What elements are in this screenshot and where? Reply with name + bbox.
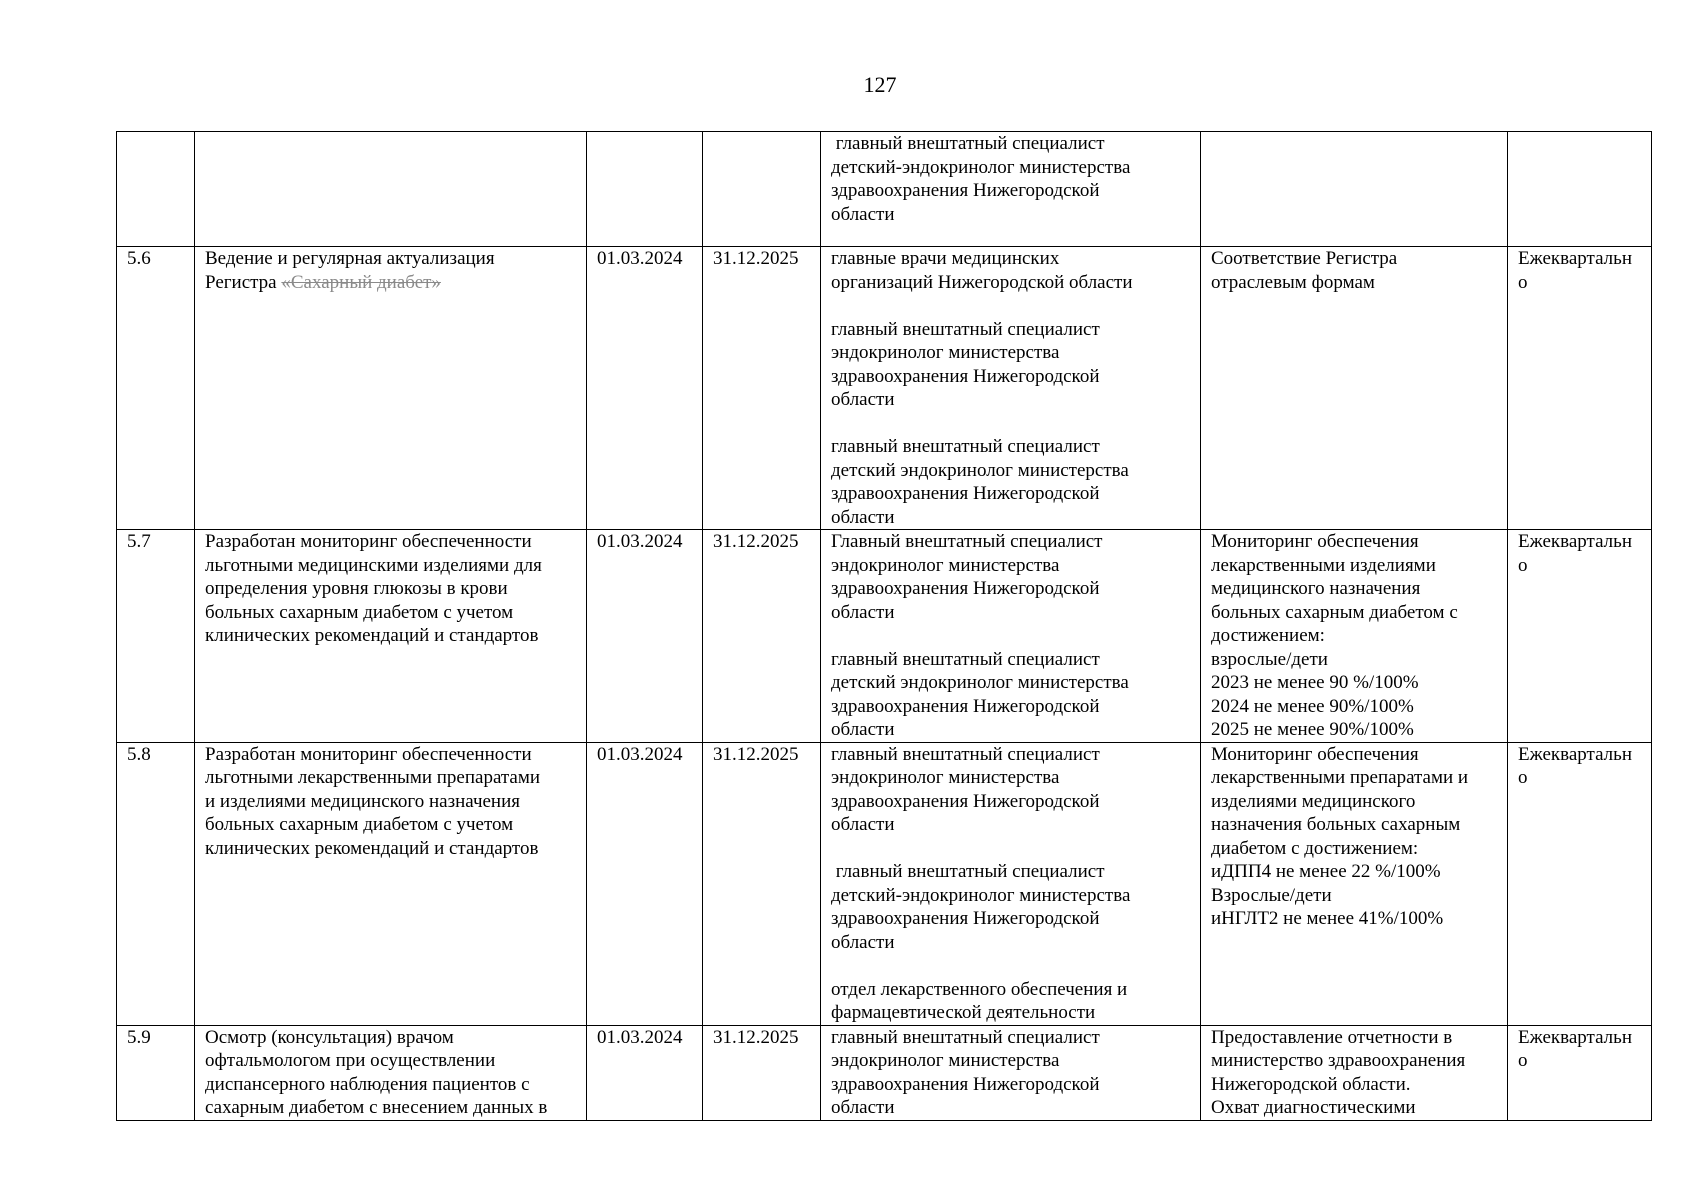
responsible-line: области	[831, 814, 895, 835]
result-line: Мониторинг обеспечения	[1211, 531, 1419, 552]
table-row	[117, 1025, 1652, 1120]
plan-table	[116, 131, 1652, 1121]
start-date: 01.03.2024	[597, 531, 683, 552]
result-line: изделиями медицинского	[1211, 790, 1416, 812]
paragraph-gap	[831, 954, 1191, 978]
result-line: Соответствие Регистра	[1211, 248, 1398, 269]
responsible-line: эндокринолог министерства	[831, 342, 1060, 363]
result-line: отраслевым формам	[1211, 271, 1375, 293]
responsible-line: здравоохранения Нижегородской	[831, 908, 1100, 929]
activity-line: Разработан мониторинг обеспеченности	[205, 743, 532, 765]
activity-line: и изделиями медицинского назначения	[205, 790, 521, 812]
row-number-cell	[117, 247, 195, 530]
activity-line: определения уровня глюкозы в крови	[205, 578, 508, 599]
activity-cell	[195, 247, 587, 530]
result-line: диабетом с достижением:	[1211, 837, 1419, 859]
activity-cell	[195, 132, 587, 247]
end-date-cell	[703, 742, 821, 1025]
responsible-line: эндокринолог министерства	[831, 767, 1060, 788]
result-cell	[1201, 1025, 1508, 1120]
start-date-cell	[587, 132, 703, 247]
period-line: о	[1518, 1050, 1528, 1071]
end-date: 31.12.2025	[713, 743, 799, 765]
end-date-cell	[703, 530, 821, 743]
result-line: Охват диагностическими	[1211, 1097, 1416, 1118]
period-cell	[1508, 742, 1652, 1025]
activity-cell	[195, 742, 587, 1025]
responsible-line: области	[831, 719, 895, 740]
result-line: взрослые/дети	[1211, 648, 1328, 670]
table-body	[117, 132, 1652, 1121]
responsible-line: здравоохранения Нижегородской	[831, 365, 1100, 387]
table-row	[117, 247, 1652, 530]
responsible-cell	[821, 247, 1201, 530]
period-line: Ежеквартальн	[1518, 743, 1632, 765]
row-number-cell	[117, 530, 195, 743]
activity-cell	[195, 1025, 587, 1120]
paragraph-gap	[831, 624, 1191, 648]
row-number-cell	[117, 742, 195, 1025]
result-line: 2023 не менее 90 %/100%	[1211, 672, 1419, 693]
end-date: 31.12.2025	[713, 531, 799, 552]
result-line: 2024 не менее 90%/100%	[1211, 695, 1414, 717]
result-line: достижением:	[1211, 625, 1325, 646]
period-line: Ежеквартальн	[1518, 531, 1632, 552]
activity-line: диспансерного наблюдения пациентов с	[205, 1073, 530, 1095]
result-cell	[1201, 742, 1508, 1025]
activity-line: больных сахарным диабетом с учетом	[205, 601, 514, 623]
period-line: о	[1518, 554, 1528, 576]
activity-line: льготными медицинскими изделиями для	[205, 554, 542, 576]
responsible-line: эндокринолог министерства	[831, 554, 1060, 576]
responsible-line: здравоохранения Нижегородской	[831, 483, 1100, 504]
period-cell	[1508, 132, 1652, 247]
start-date: 01.03.2024	[597, 1026, 683, 1048]
responsible-cell	[821, 530, 1201, 743]
struck-text: «Сахарный диабет»	[281, 271, 441, 293]
activity-line: сахарным диабетом с внесением данных в	[205, 1097, 548, 1118]
result-line: Мониторинг обеспечения	[1211, 743, 1419, 765]
activity-line: клинических рекомендаций и стандартов	[205, 625, 539, 646]
activity-line: больных сахарным диабетом с учетом	[205, 814, 514, 835]
result-line: иДПП4 не менее 22 %/100%	[1211, 861, 1441, 882]
activity-text: Регистра	[205, 271, 282, 293]
table-row	[117, 132, 1652, 247]
responsible-line: детский эндокринолог министерства	[831, 459, 1129, 481]
responsible-line: здравоохранения Нижегородской	[831, 1073, 1100, 1095]
responsible-cell	[821, 1025, 1201, 1120]
result-line: назначения больных сахарным	[1211, 814, 1461, 835]
responsible-line: главный внештатный специалист	[831, 861, 1105, 882]
responsible-line: организаций Нижегородской области	[831, 271, 1133, 293]
responsible-line: детский-эндокринолог министерства	[831, 156, 1131, 178]
activity-cell	[195, 530, 587, 743]
responsible-line: главные врачи медицинских	[831, 248, 1060, 269]
start-date: 01.03.2024	[597, 248, 683, 269]
start-date-cell	[587, 530, 703, 743]
end-date-cell	[703, 247, 821, 530]
paragraph-gap	[831, 412, 1191, 436]
responsible-line: главный внештатный специалист	[831, 133, 1105, 154]
responsible-line: области	[831, 389, 895, 410]
responsible-line: фармацевтической деятельности	[831, 1002, 1096, 1023]
responsible-line: области	[831, 1097, 895, 1118]
responsible-line: области	[831, 931, 895, 953]
end-date-cell	[703, 1025, 821, 1120]
row-number: 5.6	[127, 248, 151, 269]
period-line: Ежеквартальн	[1518, 248, 1632, 269]
result-line: Предоставление отчетности в	[1211, 1026, 1453, 1048]
responsible-line: Главный внештатный специалист	[831, 531, 1103, 552]
paragraph-gap	[831, 294, 1191, 318]
end-date: 31.12.2025	[713, 248, 799, 269]
activity-line: Осмотр (консультация) врачом	[205, 1026, 454, 1048]
responsible-cell	[821, 742, 1201, 1025]
result-line: лекарственными препаратами и	[1211, 767, 1469, 788]
result-line: Взрослые/дети	[1211, 884, 1332, 906]
activity-line	[205, 271, 577, 295]
result-line: больных сахарным диабетом с	[1211, 601, 1458, 623]
row-number-cell	[117, 132, 195, 247]
result-line: 2025 не менее 90%/100%	[1211, 719, 1414, 740]
activity-line: Разработан мониторинг обеспеченности	[205, 531, 532, 552]
start-date: 01.03.2024	[597, 743, 683, 765]
activity-line: офтальмологом при осуществлении	[205, 1050, 496, 1071]
activity-line: Ведение и регулярная актуализация	[205, 248, 495, 269]
table-row	[117, 742, 1652, 1025]
start-date-cell	[587, 247, 703, 530]
result-line: Нижегородской области.	[1211, 1073, 1411, 1095]
responsible-line: главный внештатный специалист	[831, 648, 1100, 670]
result-cell	[1201, 132, 1508, 247]
paragraph-gap	[831, 837, 1191, 861]
period-line: Ежеквартальн	[1518, 1026, 1632, 1048]
responsible-line: детский-эндокринолог министерства	[831, 884, 1131, 906]
responsible-line: здравоохранения Нижегородской	[831, 578, 1100, 599]
period-cell	[1508, 247, 1652, 530]
activity-line: клинических рекомендаций и стандартов	[205, 837, 539, 859]
responsible-line: главный внештатный специалист	[831, 1026, 1100, 1048]
row-number: 5.9	[127, 1026, 151, 1048]
responsible-line: эндокринолог министерства	[831, 1050, 1060, 1071]
responsible-cell	[821, 132, 1201, 247]
end-date-cell	[703, 132, 821, 247]
responsible-line: области	[831, 601, 895, 623]
responsible-line: здравоохранения Нижегородской	[831, 790, 1100, 812]
result-cell	[1201, 247, 1508, 530]
period-line: о	[1518, 767, 1528, 788]
period-cell	[1508, 1025, 1652, 1120]
end-date: 31.12.2025	[713, 1026, 799, 1048]
activity-line: льготными лекарственными препаратами	[205, 767, 541, 788]
result-line: иНГЛТ2 не менее 41%/100%	[1211, 908, 1444, 929]
start-date-cell	[587, 1025, 703, 1120]
table-row	[117, 530, 1652, 743]
responsible-line: главный внештатный специалист	[831, 318, 1100, 340]
row-number: 5.8	[127, 743, 151, 765]
responsible-line: области	[831, 506, 895, 528]
responsible-line: главный внештатный специалист	[831, 436, 1100, 457]
period-cell	[1508, 530, 1652, 743]
row-number-cell	[117, 1025, 195, 1120]
page-number: 127	[863, 72, 897, 97]
responsible-line: отдел лекарственного обеспечения и	[831, 978, 1128, 1000]
result-cell	[1201, 530, 1508, 743]
responsible-line: здравоохранения Нижегородской	[831, 695, 1100, 717]
result-line: медицинского назначения	[1211, 578, 1421, 599]
responsible-line: главный внештатный специалист	[831, 743, 1100, 765]
result-line: лекарственными изделиями	[1211, 554, 1436, 576]
responsible-line: здравоохранения Нижегородской	[831, 180, 1100, 201]
start-date-cell	[587, 742, 703, 1025]
result-line: министерство здравоохранения	[1211, 1050, 1466, 1071]
responsible-line: области	[831, 203, 895, 225]
period-line: о	[1518, 271, 1528, 293]
row-number: 5.7	[127, 531, 151, 552]
responsible-line: детский эндокринолог министерства	[831, 672, 1129, 693]
